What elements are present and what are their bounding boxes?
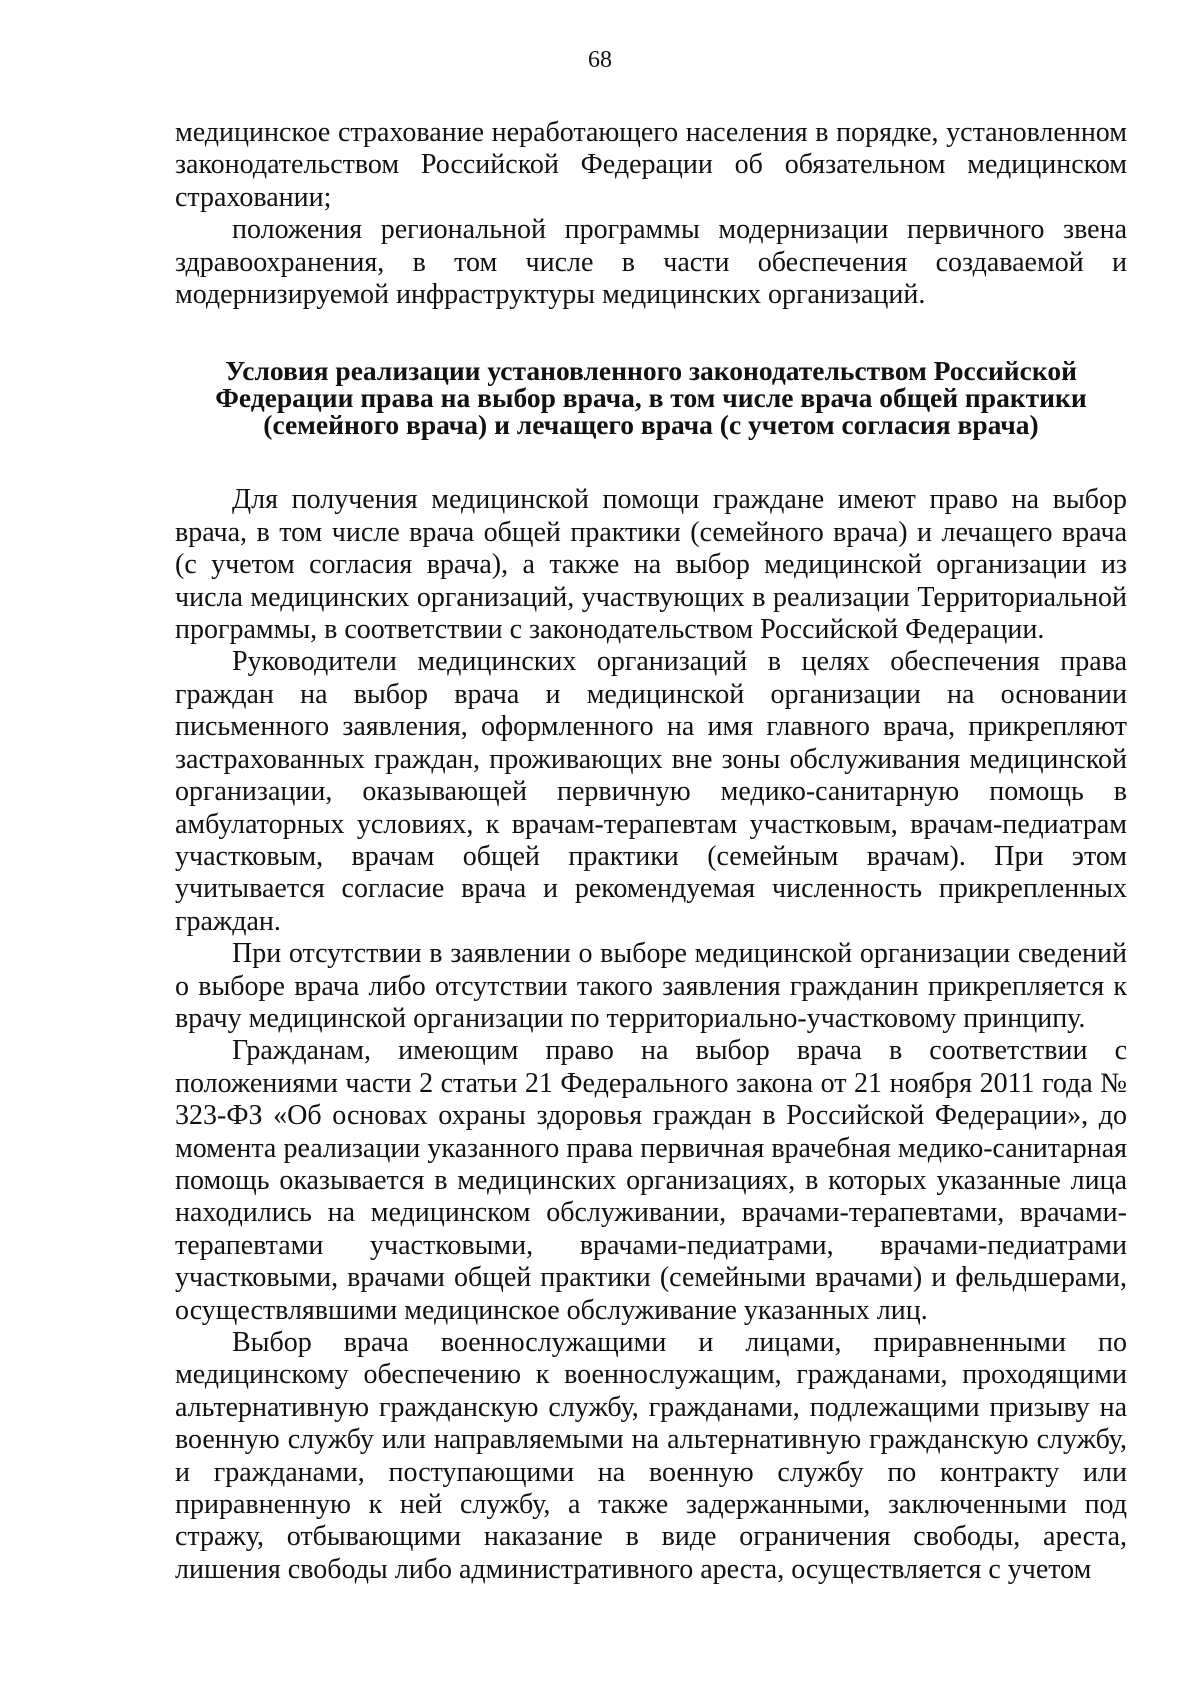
paragraph-modernization: положения региональной программы модернизации первичного звена здравоохранения, в том числе в части обеспечения создаваемой и модернизируемой инфраструктуры медицинских организаций. bbox=[175, 214, 1127, 311]
paragraph-right-to-choose: Для получения медицинской помощи граждане имеют право на выбор врача, в том числе врача общей практики (семейного врача) и лечащего врача (с учетом согласия врача), а также на выбор медицинской организации из числа медицинских организаций, участвующих в реализации Территориальной программы, в соответствии с законодательством Российской Федерации. bbox=[175, 484, 1127, 646]
paragraph-heads-of-organizations: Руководители медицинских организаций в целях обеспечения права граждан на выбор врача и медицинской организации на основании письменного заявления, оформленного на имя главного врача, прикрепляют застрахованных граждан, проживающих вне зоны обслуживания медицинской организации, оказывающей первичную медико-санитарную помощь в амбулаторных условиях, к врачам-терапевтам участковым, врачам-педиатрам участковым, врачам общей практики (семейным врачам). При этом учитывается согласие врача и рекомендуемая численность прикрепленных граждан. bbox=[175, 646, 1127, 937]
section-heading: Условия реализации установленного законодательством Российской Федерации права на выбор врача, в том числе врача общей практики (семейного врача) и лечащего врача (с учетом согласия врача) bbox=[215, 355, 1087, 441]
paragraph-absence-of-choice: При отсутствии в заявлении о выборе медицинской организации сведений о выборе врача либо отсутствии такого заявления гражданин прикрепляется к врачу медицинской организации по территориально-участковому принципу. bbox=[175, 938, 1127, 1034]
paragraph-continuation: медицинское страхование неработающего населения в порядке, установленном законодательством Российской Федерации об обязательном медицинском страховании; bbox=[175, 117, 1127, 213]
paragraph-article-21: Гражданам, имеющим право на выбор врача в соответствии с положениями части 2 статьи 21 Федерального закона от 21 ноября 2011 года № 323-ФЗ «Об основах охраны здоровья граждан в Российской Федерации», до момента реализации указанного права первичная врачебная медико-санитарная помощь оказывается в медицинских организациях, в которых указанные лица находились на медицинском обслуживании, врачами-терапевтами, врачами-терапевтами участковыми, врачами-педиатрами, врачами-педиатрами участковыми, врачами общей практики (семейными врачами) и фельдшерами, осуществлявшими медицинское обслуживание указанных лиц. bbox=[175, 1035, 1127, 1326]
paragraph-military-choice: Выбор врача военнослужащими и лицами, приравненными по медицинскому обеспечению к военнослужащим, гражданами, проходящими альтернативную гражданскую службу, гражданами, подлежащими призыву на военную службу или направляемыми на альтернативную гражданскую службу, и гражданами, поступающими на военную службу по контракту или приравненную к ней службу, а также задержанными, заключенными под стражу, отбывающими наказание в виде ограничения свободы, ареста, лишения свободы либо административного ареста, осуществляется с учетом bbox=[175, 1327, 1127, 1585]
page-number: 68 bbox=[588, 47, 612, 73]
document-body bbox=[175, 117, 1127, 1586]
